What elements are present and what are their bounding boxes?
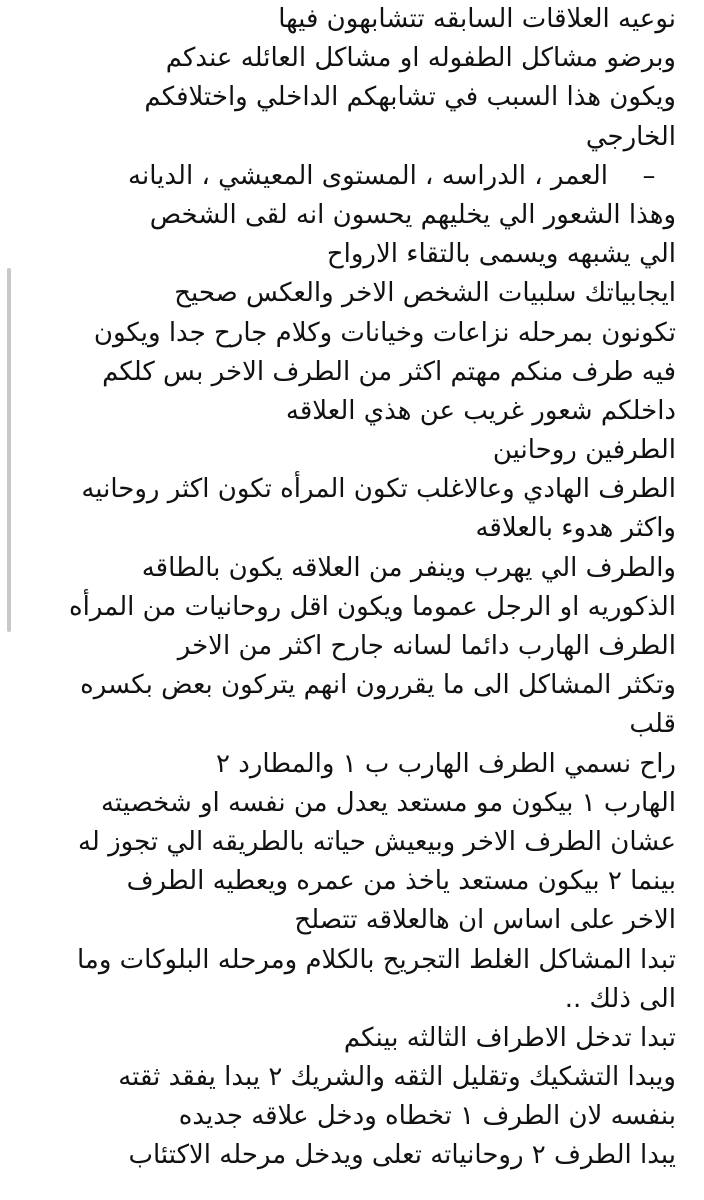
text-line: ويكون هذا السبب في تشابهكم الداخلي واختلافكم	[144, 82, 676, 113]
bullet-text: العمر ، الدراسه ، المستوى المعيشي ، الديانه	[128, 160, 608, 191]
text-line: الطرف الهادي وعالاغلب تكون المرأه تكون اكثر روحانيه	[81, 474, 676, 505]
text-line: واكثر هدوء بالعلاقه	[475, 513, 676, 544]
text-line: بينما ٢ بيكون مستعد ياخذ من عمره ويعطيه الطرف	[126, 866, 676, 897]
text-line: الذكوريه او الرجل عموما ويكون اقل روحانيات من المرأه	[68, 591, 676, 622]
text-line: نوعيه العلاقات السابقه تتشابهون فيها	[278, 4, 676, 34]
text-line: والطرف الي يهرب وينفر من العلاقه يكون بالطاقه	[141, 552, 676, 583]
text-line: تبدا تدخل الاطراف الثالثه بينكم	[343, 1022, 676, 1053]
text-line: راح نسمي الطرف الهارب ب ١ والمطارد ٢	[216, 748, 676, 779]
text-line: الخارجي	[585, 121, 676, 152]
text-line: وتكثر المشاكل الى ما يقررون انهم يتركون بعض بكسره	[80, 670, 676, 701]
text-line: تبدا المشاكل الغلط التجريح بالكلام ومرحله البلوكات وما	[77, 944, 676, 975]
text-line: ويبدا التشكيك وتقليل الثقه والشريك ٢ يبدا يفقد ثقته	[118, 1062, 676, 1093]
text-line: داخلكم شعور غريب عن هذي العلاقه	[285, 395, 676, 426]
text-line: وبرضو مشاكل الطفوله او مشاكل العائله عندكم	[165, 43, 676, 74]
text-line: عشان الطرف الاخر وبيعيش حياته بالطريقه الي تجوز له	[77, 826, 676, 857]
text-line: تكونون بمرحله نزاعات وخيانات وكلام جارح جدا ويكون	[93, 317, 676, 348]
text-line: الهارب ١ بيكون مو مستعد يعدل من نفسه او شخصيته	[100, 787, 676, 818]
text-line: الطرفين روحانين	[492, 435, 676, 466]
text-line: الى ذلك ..	[564, 983, 676, 1014]
text-line: وهذا الشعور الي يخليهم يحسون انه لقى الشخص	[149, 199, 676, 230]
text-line: ايجابياتك سلبيات الشخص الاخر والعكس صحيح	[174, 278, 676, 309]
bullet-dash: –	[642, 160, 656, 191]
text-line: الي يشبهه ويسمى بالتقاء الارواح	[326, 239, 676, 270]
scrollbar[interactable]	[7, 268, 11, 632]
bullet-item	[28, 157, 676, 196]
text-line: يبدا الطرف ٢ روحانياته تعلى ويدخل مرحله الاكتئاب	[128, 1140, 676, 1171]
text-line: قلب	[629, 709, 676, 740]
text-line: الطرف الهارب دائما لسانه جارح اكثر من الاخر	[177, 631, 676, 661]
text-line: فيه طرف منكم مهتم اكثر من الطرف الاخر بس كلكم	[102, 356, 676, 387]
text-line: الاخر على اساس ان هالعلاقه تتصلح	[294, 905, 676, 936]
text-line: بنفسه لان الطرف ١ تخطاه ودخل علاقه جديده	[178, 1101, 676, 1132]
